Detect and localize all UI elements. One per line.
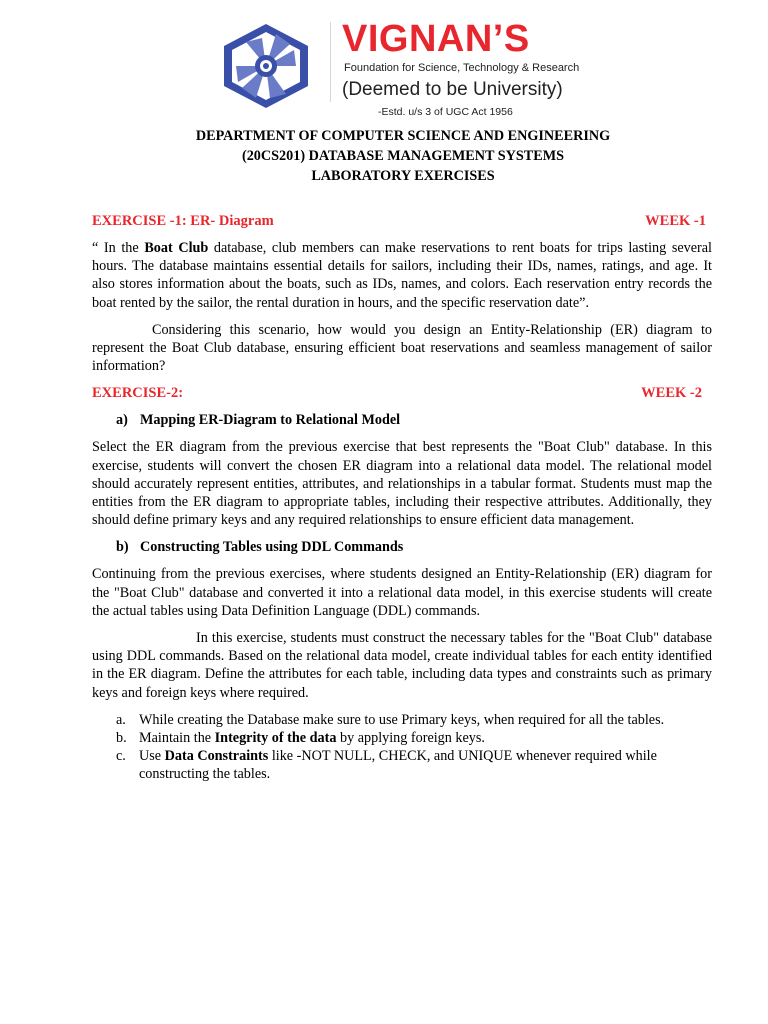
boat-club-bold: Boat Club bbox=[144, 240, 209, 256]
exercise-1-scenario bbox=[92, 239, 712, 312]
part-a-heading bbox=[92, 411, 712, 429]
part-a-letter: a) bbox=[116, 412, 128, 429]
exercise-1-question: Considering this scenario, how would you design an Entity-Relationship (ER) diagram to represent the Boat Club database, ensuring efficient boat reservations and seamless management of sailor information? bbox=[92, 321, 712, 375]
brand-subtitle: Foundation for Science, Technology & Research bbox=[344, 62, 580, 74]
part-b-letter: b) bbox=[116, 539, 129, 556]
requirements-list bbox=[92, 711, 712, 784]
exercise-2-title: EXERCISE-2: bbox=[92, 385, 184, 402]
brand-name: VIGNAN’S bbox=[342, 18, 530, 60]
part-b-title: Constructing Tables using DDL Commands bbox=[140, 539, 404, 556]
document-body bbox=[92, 212, 712, 784]
list-item bbox=[92, 747, 712, 783]
part-b-text-2: In this exercise, students must construct the necessary tables for the "Boat Club" database using DDL commands. Based on the relational data model, create individual tables for each entity identified in the ER diagram. Define the attributes for each table, including data types and constraints such as primary keys and foreign keys where required. bbox=[92, 630, 712, 701]
list-marker: b. bbox=[116, 730, 127, 747]
department-title: DEPARTMENT OF COMPUTER SCIENCE AND ENGINEERING bbox=[195, 128, 611, 144]
brand-deemed: (Deemed to be University) bbox=[342, 79, 563, 100]
list-item bbox=[92, 711, 712, 729]
list-text: While creating the Database make sure to use Primary keys, when required for all the tables. bbox=[139, 711, 665, 728]
exercise-1-heading bbox=[92, 212, 712, 230]
exercise-1-title: EXERCISE -1: ER- Diagram bbox=[92, 213, 274, 229]
exercise-2-heading bbox=[92, 384, 712, 402]
part-b-text-1: Continuing from the previous exercises, where students designed an Entity-Relationship (ER) diagram for the "Boat Club" database and converted it into a relational data model, in this exercise students will create the actual tables using Data Definition Language (DDL) commands. bbox=[92, 566, 712, 619]
list-text: Maintain the bbox=[139, 730, 215, 747]
list-bold: Integrity of the data bbox=[214, 730, 337, 747]
list-text: by applying foreign keys. bbox=[336, 730, 485, 747]
scenario-rest: database, club members can make reservations to rent boats for trips lasting several hours. The database maintains essential details for sailors, including their IDs, names, ratings, and age. It also stores information about the boats, such as IDs, names, and colors. Each reservation entry records the boat rented by the sailor, the rental duration in hours, and the specific reservation date”. bbox=[92, 240, 712, 311]
brand-estd: -Estd. u/s 3 of UGC Act 1956 bbox=[378, 106, 513, 118]
exercise-1-week: WEEK -1 bbox=[645, 213, 706, 229]
list-text: Use bbox=[139, 748, 165, 765]
part-a-text: Select the ER diagram from the previous exercise that best represents the "Boat Club" database. In this exercise, students will convert the chosen ER diagram into a relational data model. The relational model should accurately represent entities, attributes, and relationships in a tabular format. Students must map the entities from the ER diagram to appropriate tables, including their respective attributes. Additionally, they should define primary keys and any required relationships to ensure efficient data management. bbox=[92, 439, 712, 529]
university-emblem-icon bbox=[216, 20, 316, 112]
list-item bbox=[92, 729, 712, 747]
lab-title: LABORATORY EXERCISES bbox=[311, 168, 495, 184]
exercise-2-week: WEEK -2 bbox=[641, 385, 702, 402]
part-a-title: Mapping ER-Diagram to Relational Model bbox=[140, 412, 401, 429]
logo-divider bbox=[330, 22, 331, 102]
document-titles bbox=[0, 126, 768, 186]
list-marker: c. bbox=[116, 748, 126, 765]
university-logo bbox=[212, 16, 592, 124]
part-b-heading bbox=[92, 538, 712, 556]
course-title: (20CS201) DATABASE MANAGEMENT SYSTEMS bbox=[241, 148, 564, 164]
list-marker: a. bbox=[116, 711, 126, 728]
scenario-open: “ In the bbox=[92, 240, 145, 256]
list-text: like -NOT NULL, CHECK, and UNIQUE whenever required while constructing the tables. bbox=[139, 748, 657, 783]
list-bold: Data Constraints bbox=[164, 748, 269, 765]
